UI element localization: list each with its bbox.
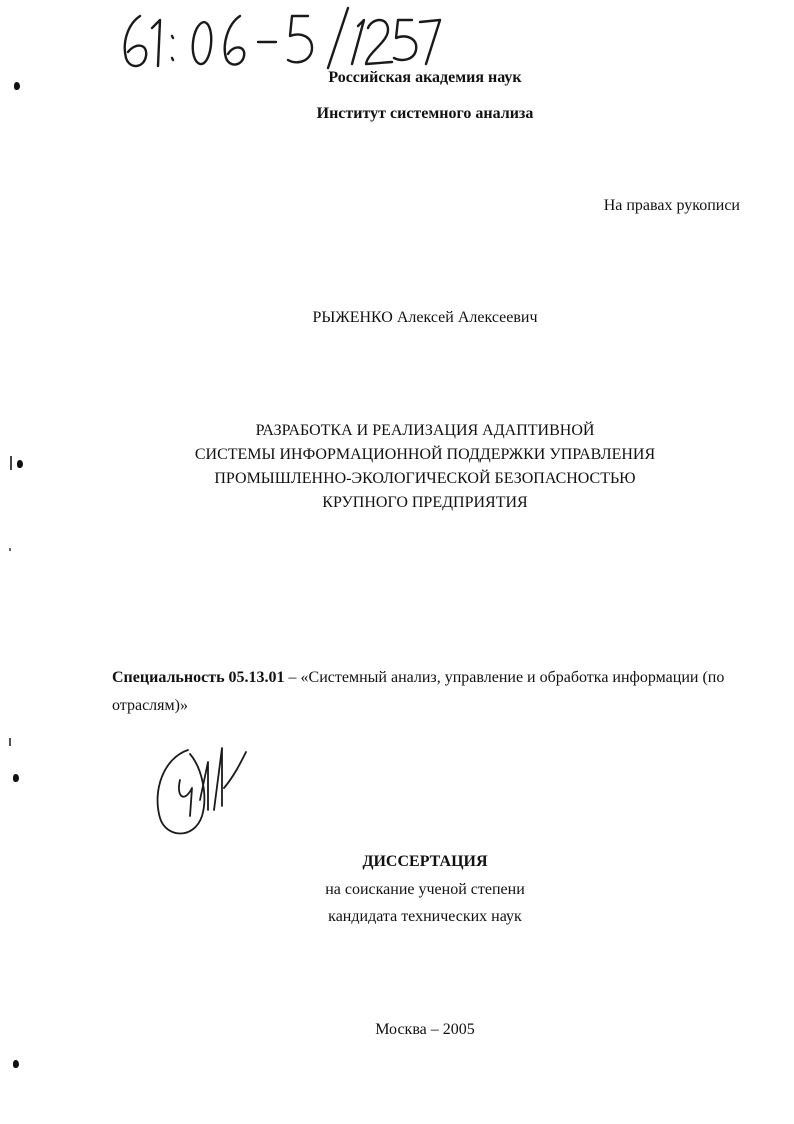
- city-year: Москва – 2005: [375, 1021, 475, 1038]
- scan-speck-1: [10, 456, 12, 470]
- specialty-statement: [112, 664, 752, 720]
- thesis-degree-line-1: на соискание ученой степени: [325, 881, 525, 898]
- signature-icon: [150, 740, 260, 840]
- signature: [150, 740, 260, 840]
- binding-hole-mark-1: [14, 82, 20, 90]
- scan-speck-3: [9, 738, 11, 746]
- binding-hole-mark-2: [17, 460, 23, 468]
- title-line-1: РАЗРАБОТКА И РЕАЛИЗАЦИЯ АДАПТИВНОЙ: [255, 422, 595, 439]
- specialty-label: Специальность 05.13.01: [112, 669, 285, 686]
- binding-hole-mark-3: [13, 774, 19, 782]
- title-line-4: КРУПНОГО ПРЕДПРИЯТИЯ: [322, 494, 528, 511]
- rights-note: На правах рукописи: [603, 197, 740, 214]
- organization-name: Российская академия наук: [328, 69, 522, 86]
- dissertation-title: [150, 419, 700, 515]
- institute-name: Институт системного анализа: [316, 105, 534, 122]
- binding-hole-mark-4: [13, 1060, 19, 1068]
- thesis-type: ДИССЕРТАЦИЯ: [362, 853, 488, 870]
- author-name: РЫЖЕНКО Алексей Алексеевич: [312, 309, 538, 326]
- scan-speck-2: [9, 548, 11, 551]
- archive-number-strokes: [112, 2, 442, 74]
- specialty-text: – «Системный анализ, управление и обработка информации (по отраслям)»: [112, 669, 725, 714]
- title-line-3: ПРОМЫШЛЕННО-ЭКОЛОГИЧЕСКОЙ БЕЗОПАСНОСТЬЮ: [214, 470, 636, 487]
- title-line-2: СИСТЕМЫ ИНФОРМАЦИОННОЙ ПОДДЕРЖКИ УПРАВЛЕНИЯ: [194, 446, 656, 463]
- archive-number-handwritten: [112, 2, 442, 74]
- thesis-degree-line-2: кандидата технических наук: [328, 908, 522, 925]
